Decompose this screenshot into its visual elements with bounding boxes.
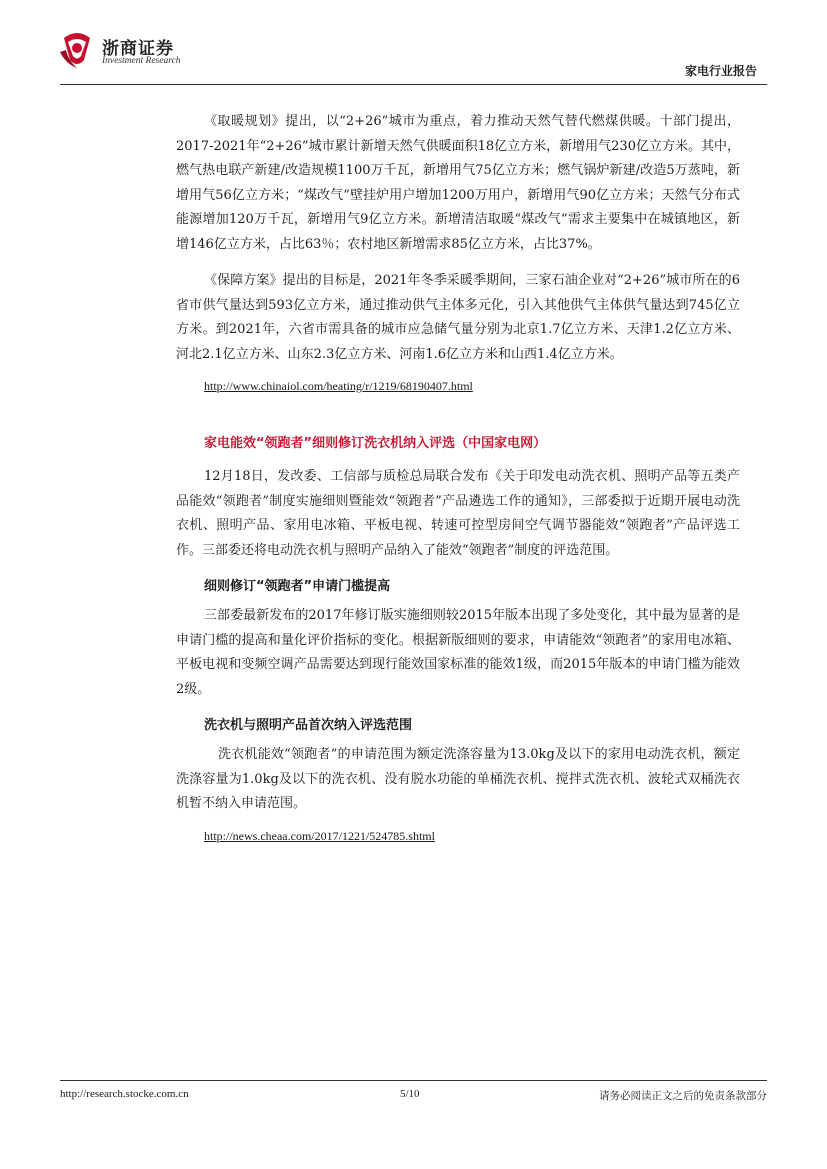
subheading-threshold: 细则修订“领跑者”申请门槛提高 [204,579,391,594]
paragraph-washing-machine: 洗衣机能效“领跑者”的申请范围为额定洗涤容量为13.0kg及以下的家用电动洗衣机，额定洗涤容量为1.0kg及以下的洗衣机、没有脱水功能的单桶洗衣机、搅拌式洗衣机、波轮式双桶洗衣机暂不纳入申请范围。 [176,747,740,811]
logo-mark-icon [58,30,96,70]
source-link-cheaa[interactable]: http://news.cheaa.com/2017/1221/524785.shtml [204,828,435,843]
page-number: 5/10 [400,1088,420,1100]
footer-disclaimer: 请务必阅读正文之后的免责条款部分 [599,1090,767,1102]
header-divider [60,84,767,85]
paragraph-threshold: 三部委最新发布的2017年修订版实施细则较2015年版本出现了多处变化，其中最为显著的是申请门槛的提高和量化评价指标的变化。根据新版细则的要求，申请能效“领跑者”的家用电冰箱、平板电视和变频空调产品需要达到现行能效国家标准的能效1级，而2015年版本的申请门槛为能效2级。 [176,608,740,697]
main-content [176,110,740,856]
footer-divider [60,1080,767,1081]
footer-site-url[interactable]: http://research.stocke.com.cn [60,1088,189,1100]
paragraph-heating-plan: 《取暖规划》提出，以“2+26”城市为重点，着力推动天然气替代燃煤供暖。十部门提出，2017-2021年“2+26”城市累计新增天然气供暖面积18亿立方米，新增用气230亿立方米。其中，燃气热电联产新建/改造规模1100万千瓦，新增用气75亿立方米；燃气锅炉新建/改造5万蒸吨，新增用气56亿立方米；“煤改气”壁挂炉用户增加1200万用户，新增用气90亿立方米；天然气分布式能源增加120万千瓦，新增用气9亿立方米。新增清洁取暖“煤改气”需求主要集中在城镇地区，新增146亿立方米，占比63％；农村地区新增需求85亿立方米，占比37%。 [176,114,740,252]
news-headline: 家电能效“领跑者”细则修订洗衣机纳入评选（中国家电网） [204,436,547,451]
company-logo [58,30,181,74]
logo-english-name: Investment Research [102,56,181,66]
paragraph-notice: 12月18日，发改委、工信部与质检总局联合发布《关于印发电动洗衣机、照明产品等五类产品能效“领跑者”制度实施细则暨能效“领跑者”产品遴选工作的通知》，三部委拟于近期开展电动洗衣机、照明产品、家用电冰箱、平板电视、转速可控型房间空气调节器能效“领跑者”产品评选工作。三部委还将电动洗衣机与照明产品纳入了能效“领跑者”制度的评选范围。 [176,469,740,558]
subheading-washing-machine: 洗衣机与照明产品首次纳入评选范围 [204,718,413,733]
paragraph-supply-plan: 《保障方案》提出的目标是，2021年冬季采暖季期间，三家石油企业对“2+26”城市所在的6省市供气量达到593亿立方米，通过推动供气主体多元化，引入其他供气主体供气量达到745亿立方米。到2021年，六省市需具备的城市应急储气量分别为北京1.7亿立方米、天津1.2亿立方米、河北2.1亿立方米、山东2.3亿立方米、河南1.6亿立方米和山西1.4亿立方米。 [176,273,740,362]
page-header [0,0,827,90]
logo-chinese-name: 浙商证券 [102,39,174,59]
source-link-chinaiol[interactable]: http://www.chinaiol.com/heating/r/1219/68190407.html [204,379,473,393]
report-type-label: 家电行业报告 [684,64,757,78]
